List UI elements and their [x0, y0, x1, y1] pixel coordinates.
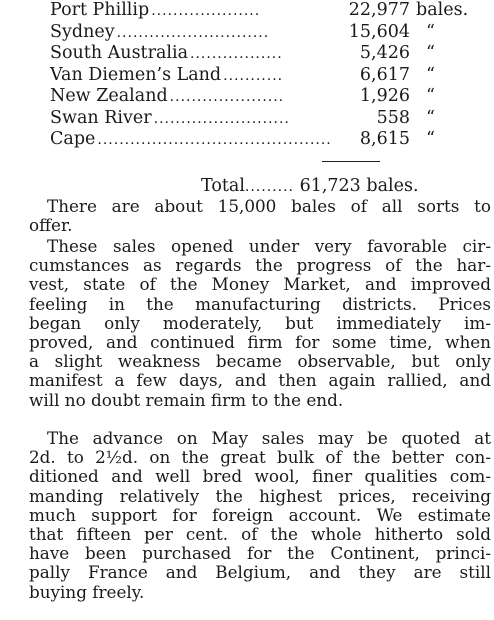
- text-line: that fifteen per cent. of the whole hitherto sold: [29, 524, 491, 545]
- ditto-mark: “: [426, 107, 435, 128]
- leader-dots: ...........................................: [97, 132, 332, 148]
- total-label: Total: [201, 176, 245, 196]
- paragraph-sales-opened: [29, 237, 491, 410]
- total-row: [201, 176, 419, 196]
- leader-dots: ............................: [116, 24, 270, 41]
- bales-amount: 8,615: [359, 129, 410, 149]
- origin-label: Van Diemen’s Land: [50, 64, 222, 85]
- ditto-mark: “: [426, 21, 435, 42]
- table-row: [50, 0, 470, 22]
- origin-label: New Zealand: [50, 86, 168, 106]
- text-line: have been purchased for the Continent, princi-: [29, 543, 491, 564]
- table-row: [50, 108, 470, 130]
- text-line: cumstances as regards the progress of the har-: [29, 255, 491, 276]
- text-line: began only moderately, but immediately im-: [29, 312, 491, 333]
- text-line: offer.: [29, 215, 73, 236]
- paragraph-advance: [29, 429, 491, 602]
- text-line: feeling in the manufacturing districts. Prices: [29, 293, 491, 314]
- table-row: [50, 65, 470, 87]
- origin-label: Swan River: [50, 107, 152, 128]
- total-rule: [322, 161, 380, 162]
- origin-label: Port Phillip: [50, 0, 150, 20]
- table-row: [50, 43, 470, 65]
- bales-amount: 15,604: [348, 21, 410, 42]
- text-line: manding relatively the highest prices, receiving: [29, 485, 491, 506]
- ditto-mark: “: [426, 43, 435, 63]
- bales-amount: 5,426: [359, 43, 410, 63]
- text-line: much support for foreign account. We estimate: [29, 504, 491, 525]
- leader-dots: .........: [244, 179, 294, 195]
- text-line: The advance on May sales may be quoted at: [47, 428, 491, 448]
- bales-amount: 22,977: [348, 0, 410, 20]
- text-line: buying freely.: [29, 581, 145, 602]
- unit-label: bales.: [416, 0, 469, 20]
- text-line: vest, state of the Money Market, and improved: [29, 274, 491, 295]
- table-row: [50, 129, 470, 151]
- text-line: 2d. to 2½d. on the great bulk of the better con-: [29, 447, 491, 468]
- leader-dots: .....................: [169, 89, 285, 105]
- paragraph-offer: [29, 197, 491, 235]
- bales-amount: 558: [376, 107, 410, 128]
- ditto-mark: “: [426, 64, 435, 85]
- bales-table: [50, 0, 470, 151]
- text-line: ditioned and well bred wool, finer qualities com-: [29, 466, 491, 487]
- leader-dots: .................: [190, 46, 283, 62]
- leader-dots: ....................: [151, 3, 261, 19]
- total-amount: 61,723: [299, 176, 361, 196]
- total-unit: bales.: [366, 176, 419, 196]
- text-line: will no doubt remain firm to the end.: [29, 389, 344, 410]
- text-line: manifest a few days, and then again rallied, and: [29, 370, 491, 391]
- origin-label: Cape: [50, 129, 96, 149]
- table-row: [50, 86, 470, 108]
- text-line: proved, and continued firm for some time, when: [29, 332, 491, 353]
- origin-label: Sydney: [50, 21, 115, 42]
- text-line: These sales opened under very favorable cir-: [47, 236, 491, 256]
- leader-dots: .........................: [153, 110, 290, 127]
- origin-label: South Australia: [50, 43, 189, 63]
- ditto-mark: “: [426, 86, 435, 106]
- leader-dots: ...........: [223, 67, 284, 84]
- bales-amount: 6,617: [359, 64, 410, 85]
- text-line: a slight weakness became observable, but only: [29, 351, 491, 372]
- table-row: [50, 22, 470, 44]
- ditto-mark: “: [426, 129, 435, 149]
- text-line: There are about 15,000 bales of all sorts to: [47, 196, 491, 216]
- bales-amount: 1,926: [359, 86, 410, 106]
- text-line: pally France and Belgium, and they are still: [29, 562, 491, 583]
